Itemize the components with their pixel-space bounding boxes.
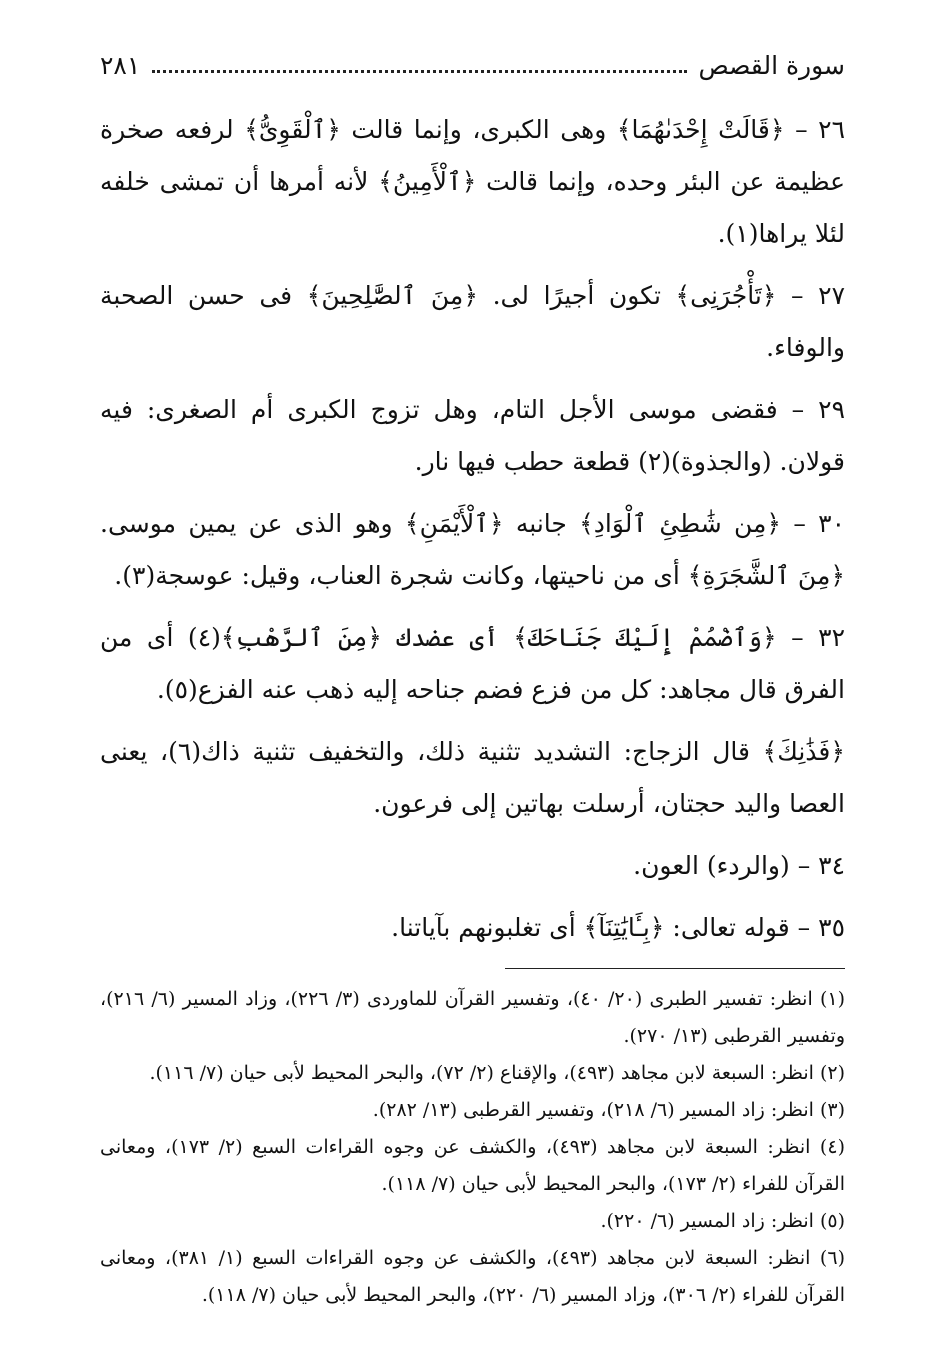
page-number: ٢٨١: [100, 50, 141, 80]
footnote-2: (٢) انظر: السبعة لابن مجاهد (٤٩٣)، والإقناع (٢/ ٧٢)، والبحر المحيط لأبى حيان (٧/ ١١٦).: [149, 1062, 845, 1084]
footnote-4: (٤) انظر: السبعة لابن مجاهد (٤٩٣)، والكشف عن وجوه القراءات السبع (٢/ ١٧٣)، ومعانى القرآن للفراء (٢/ ١٧٣)، والبحر المحيط لأبى حيان (٧/ ١١٨).: [100, 1136, 845, 1195]
running-header: [100, 40, 845, 90]
paragraph-fadhanika: ﴿فَذَٰنِكَ﴾ قال الزجاج: التشديد تثنية ذلك، والتخفيف تثنية ذاك(٦)، يعنى العصا واليد حجتان، أرسلت بهاتين إلى فرعون.: [100, 737, 845, 818]
footnote-5: (٥) انظر: زاد المسير (٦/ ٢٢٠).: [600, 1210, 845, 1232]
footnote-3: (٣) انظر: زاد المسير (٦/ ٢١٨)، وتفسير القرطبى (١٣/ ٢٨٢).: [372, 1099, 845, 1121]
footnote-1: (١) انظر: تفسير الطبرى (٢٠/ ٤٠)، وتفسير القرآن للماوردى (٣/ ٢٢٦)، وزاد المسير (٦/ ٢١٦)، وتفسير القرطبى (١٣/ ٢٧٠).: [100, 988, 845, 1047]
paragraph-verse-32: ٣٢ – ﴿وَٱضْمُمْ إِلَيْكَ جَنَاحَكَ﴾ أى عضدك ﴿مِنَ ٱلرَّهْبِ﴾(٤) أى من الفرق قال مجاهد: كل من فزع فضم جناحه إليه ذهب عنه الفزع(٥).: [100, 623, 846, 704]
paragraph-verse-26: ٢٦ – ﴿قَالَتْ إِحْدَىٰهُمَا﴾ وهى الكبرى، وإنما قالت ﴿ٱلْقَوِىُّ﴾ لرفعه صخرة عظيمة عن البئر وحده، وإنما قالت ﴿ٱلْأَمِينُ﴾ لأنه أمرها أن تمشى خلفه لئلا يراها(١).: [100, 115, 845, 248]
paragraph-verse-35: ٣٥ – قوله تعالى: ﴿بِـَٔايَٰتِنَآ﴾ أى تغلبونهم بآياتنا.: [391, 913, 845, 942]
paragraph-verse-27: ٢٧ – ﴿تَأْجُرَنِى﴾ تكون أجيرًا لى. ﴿مِنَ ٱلصَّٰلِحِينَ﴾ فى حسن الصحبة والوفاء.: [100, 281, 845, 362]
paragraph-verse-30: ٣٠ – ﴿مِن شَٰطِئِ ٱلْوَادِ﴾ جانبه ﴿ٱلْأَيْمَنِ﴾ وهو الذى عن يمين موسى. ﴿مِنَ ٱلشَّجَرَةِ﴾ أى من ناحيتها، وكانت شجرة العناب، وقيل: عوسجة(٣).: [100, 509, 845, 590]
footnote-separator: [505, 968, 845, 969]
surah-title: سورة القصص: [698, 50, 845, 80]
header-leader-dots: [152, 70, 686, 73]
main-text: [100, 104, 845, 954]
paragraph-verse-34: ٣٤ – (والردء) العون.: [633, 851, 845, 880]
footnote-6: (٦) انظر: السبعة لابن مجاهد (٤٩٣)، والكشف عن وجوه القراءات السبع (١/ ٣٨١)، ومعانى القرآن للفراء (٢/ ٣٠٦)، وزاد المسير (٦/ ٢٢٠)، والبحر المحيط لأبى حيان (٧/ ١١٨).: [100, 1247, 845, 1306]
paragraph-verse-29: ٢٩ – فقضى موسى الأجل التام، وهل تزوج الكبرى أم الصغرى: فيه قولان. (والجذوة)(٢) قطعة حطب فيها نار.: [100, 395, 845, 476]
footnotes: [100, 981, 845, 1314]
